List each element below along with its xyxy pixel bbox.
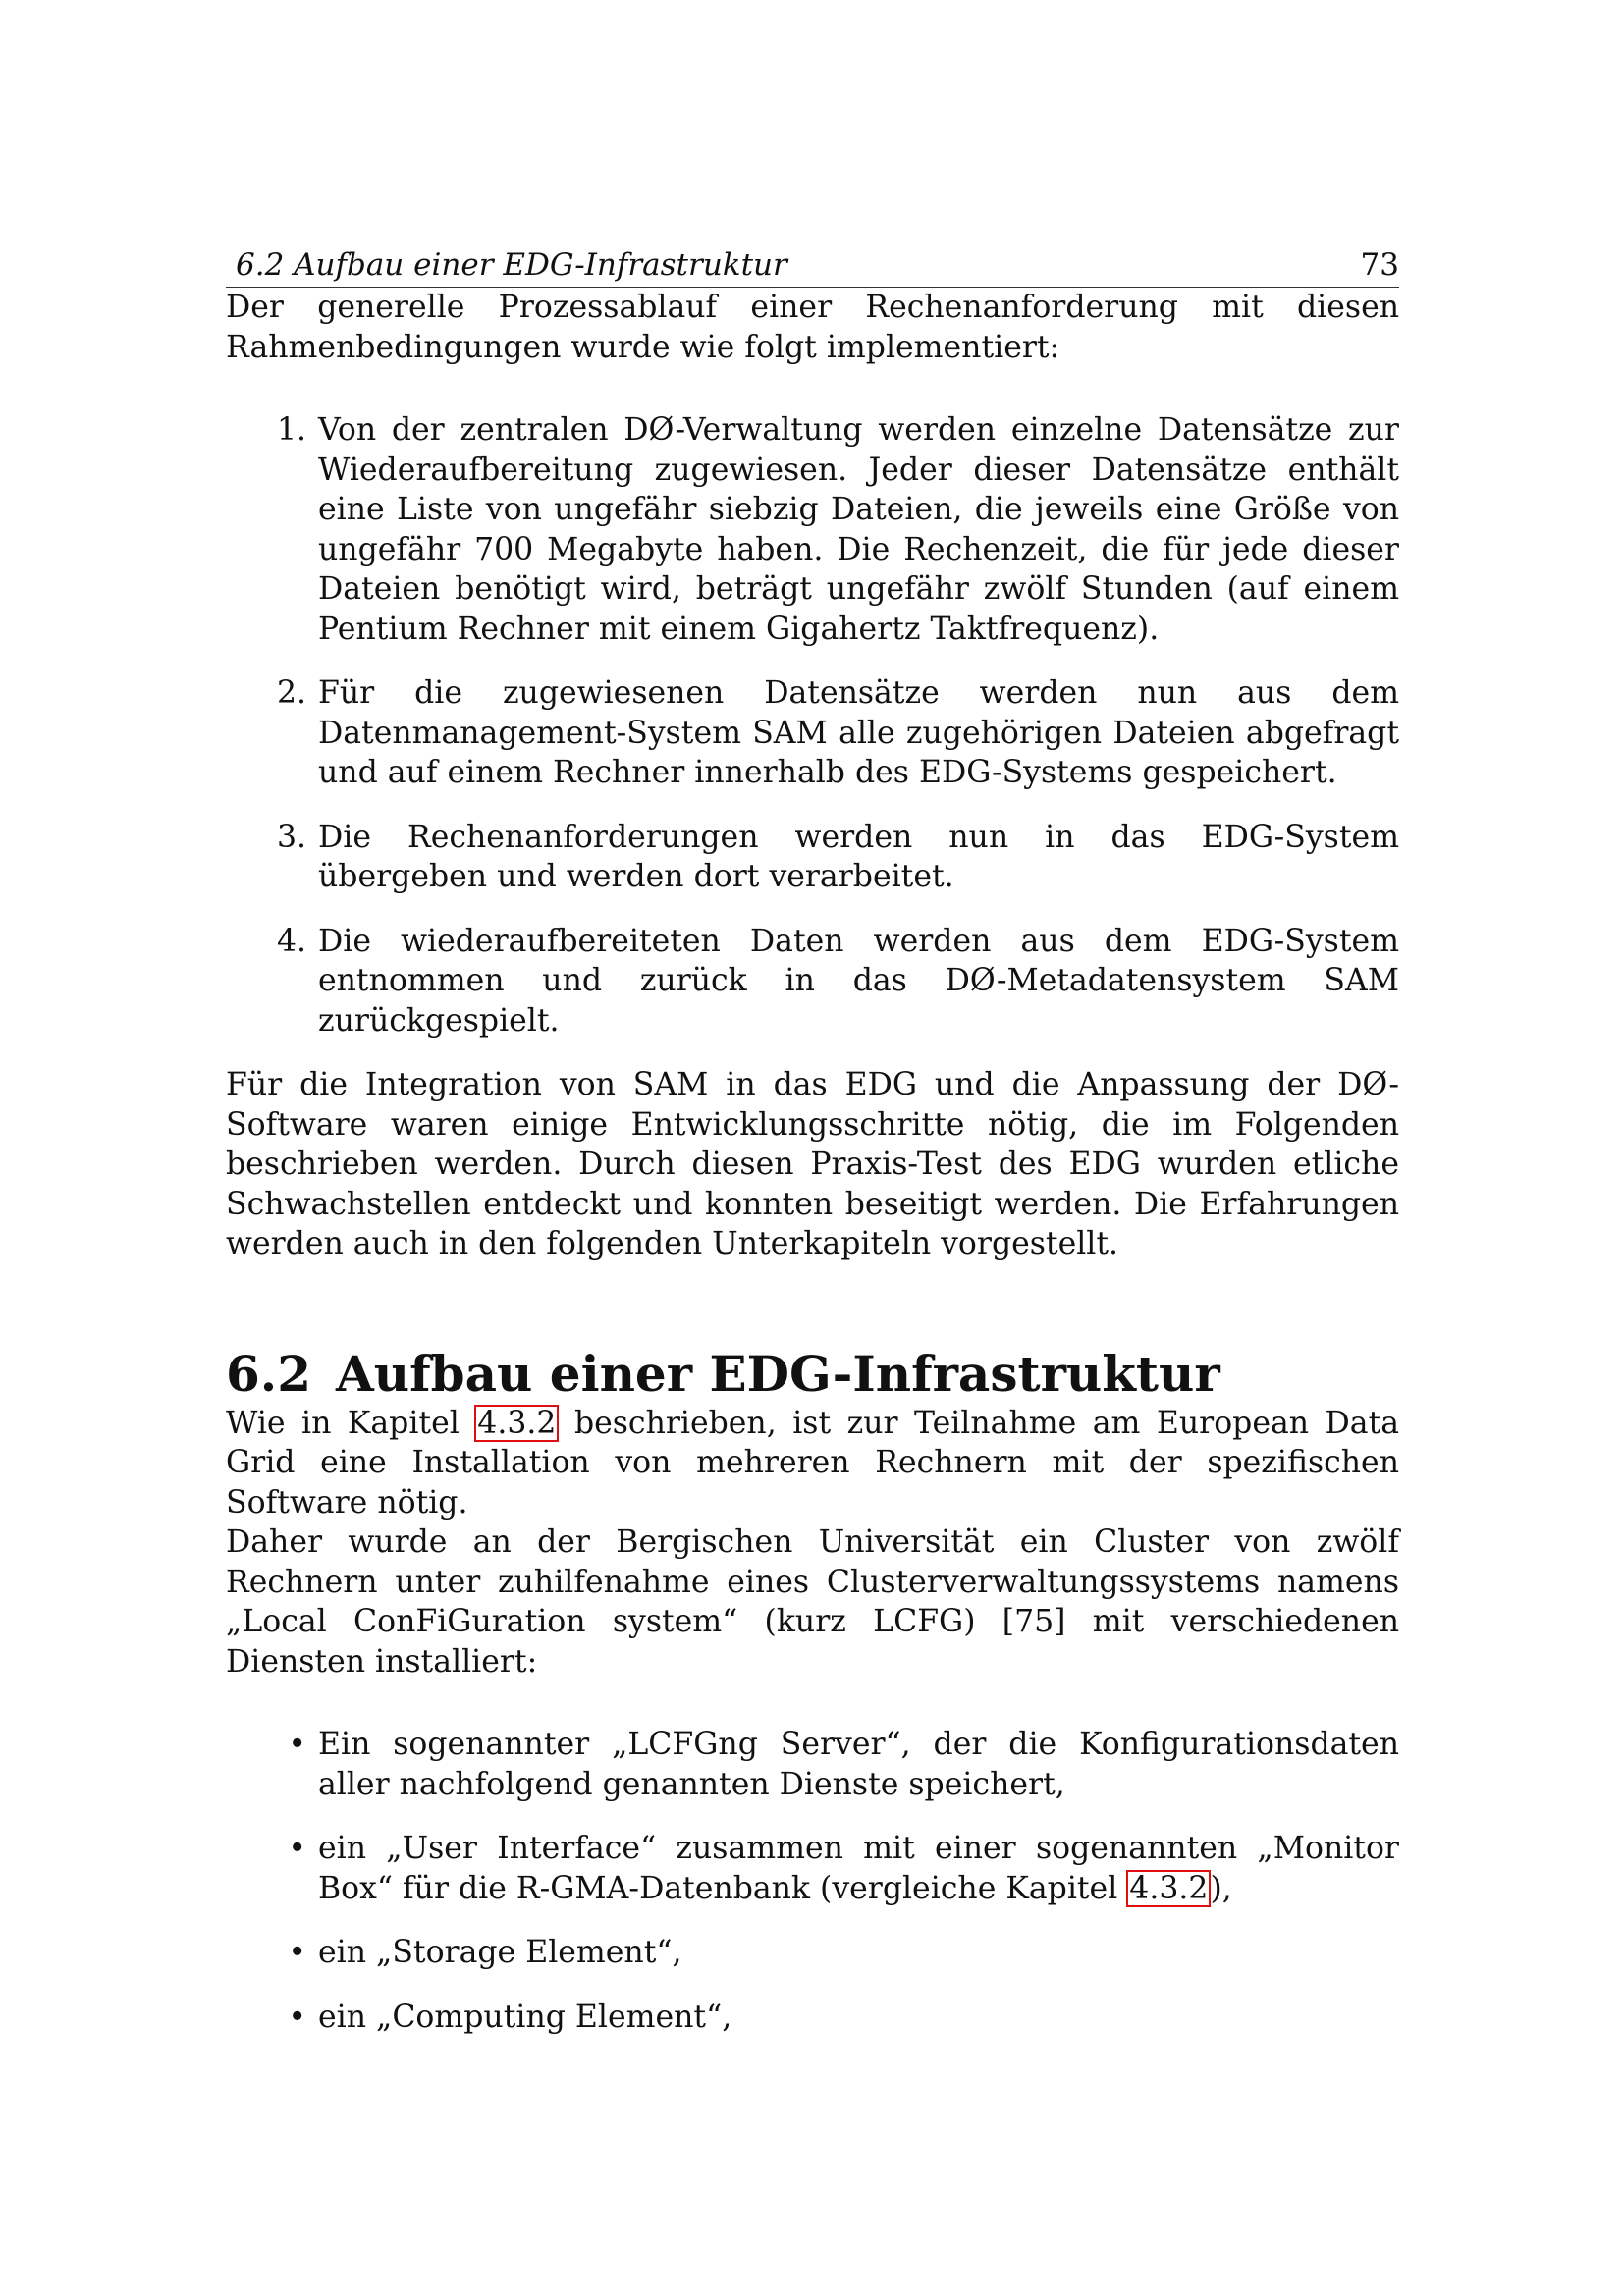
list-item	[226, 1998, 1399, 2038]
list-item-text: Die Rechenanforderungen werden nun in das EDG-System übergeben und werden dort verarbeitet.	[318, 819, 1399, 894]
list-item-text: Ein sogenannter „LCFGng Server“, der die Konfigurationsdaten aller nachfolgend genannten Dienste speichert,	[318, 1727, 1399, 1802]
header-section-title: 6.2 Aufbau einer EDG-Infrastruktur	[236, 247, 787, 283]
services-list	[226, 1725, 1399, 2037]
list-number: 1.	[276, 412, 306, 448]
bullet-icon: •	[288, 1999, 306, 2035]
bullet-icon: •	[288, 1935, 306, 1970]
list-number: 2.	[276, 675, 306, 711]
list-number: 3.	[276, 819, 306, 855]
list-item-text-part: ),	[1210, 1870, 1232, 1906]
running-header	[226, 245, 1399, 288]
bullet-icon: •	[288, 1831, 306, 1866]
summary-paragraph: Für die Integration von SAM in das EDG und die Anpassung der DØ-Software waren einige Entwicklungsschritte nötig, die im Folgenden beschrieben werden. Durch diesen Praxis-Test des EDG wurden etliche Schwachstellen entdeckt und konnten beseitigt werden. Die Erfahrungen werden auch in den folgenden Unterkapiteln vorgestellt.	[226, 1067, 1399, 1261]
list-item-text: Die wiederaufbereiteten Daten werden aus dem EDG-System entnommen und zurück in das DØ-Metadatensystem SAM zurückgespielt.	[318, 923, 1399, 1039]
list-item-text: Für die zugewiesenen Datensätze werden nun aus dem Datenmanagement-System SAM alle zugehörigen Dateien abgefragt und auf einem Rechner innerhalb des EDG-Systems gespeichert.	[318, 675, 1399, 790]
section-number: 6.2	[226, 1344, 311, 1403]
list-item	[226, 410, 1399, 649]
intro-paragraph: Der generelle Prozessablauf einer Rechenanforderung mit diesen Rahmenbedingungen wurde wie folgt implementiert:	[226, 290, 1399, 365]
list-item-text: Von der zentralen DØ-Verwaltung werden einzelne Datensätze zur Wiederaufbereitung zugewiesen. Jeder dieser Datensätze enthält eine Liste von ungefähr siebzig Dateien, die jeweils eine Größe von ungefähr 700 Megabyte haben. Die Rechenzeit, die für jede dieser Dateien benötigt wird, beträgt ungefähr zwölf Stunden (auf einem Pentium Rechner mit einem Gigahertz Taktfrequenz).	[318, 412, 1399, 647]
document-page	[226, 245, 1399, 2061]
list-item	[226, 1933, 1399, 1973]
list-item	[226, 1829, 1399, 1908]
process-steps-list	[226, 410, 1399, 1041]
section-paragraph-2: Daher wurde an der Bergischen Universität ein Cluster von zwölf Rechnern unter zuhilfenahme eines Clusterverwaltungssystems namens „Local ConFiGuration system“ (kurz LCFG) [75] mit verschiedenen Diensten installiert:	[226, 1524, 1399, 1680]
section-paragraph-1	[226, 1404, 1399, 1523]
list-item	[226, 1725, 1399, 1804]
bullet-icon: •	[288, 1727, 306, 1762]
list-item	[226, 673, 1399, 793]
paragraph-text: beschrieben, ist zur Teilnahme am European Data Grid eine Installation von mehreren Rechnern mit der spezifischen Software nötig.	[226, 1405, 1400, 1521]
page-number: 73	[1360, 247, 1399, 283]
list-item	[226, 922, 1399, 1041]
list-item-text: ein „Storage Element“,	[318, 1935, 682, 1970]
paragraph-text: Wie in Kapitel	[226, 1405, 460, 1441]
section-heading	[226, 1345, 1399, 1404]
section-title: Aufbau einer EDG-Infrastruktur	[336, 1344, 1220, 1403]
chapter-reference-link[interactable]: 4.3.2	[477, 1405, 557, 1441]
list-item-text-part: ein „User Interface“ zusammen mit einer sogenannten „Monitor Box“ für die R-GMA-Datenbank (vergleiche Kapitel	[318, 1831, 1399, 1906]
list-item-text: ein „Computing Element“,	[318, 1999, 732, 2035]
chapter-reference-link[interactable]: 4.3.2	[1129, 1870, 1209, 1906]
list-number: 4.	[276, 923, 306, 959]
list-item-text	[318, 1829, 1399, 1908]
list-item	[226, 818, 1399, 897]
